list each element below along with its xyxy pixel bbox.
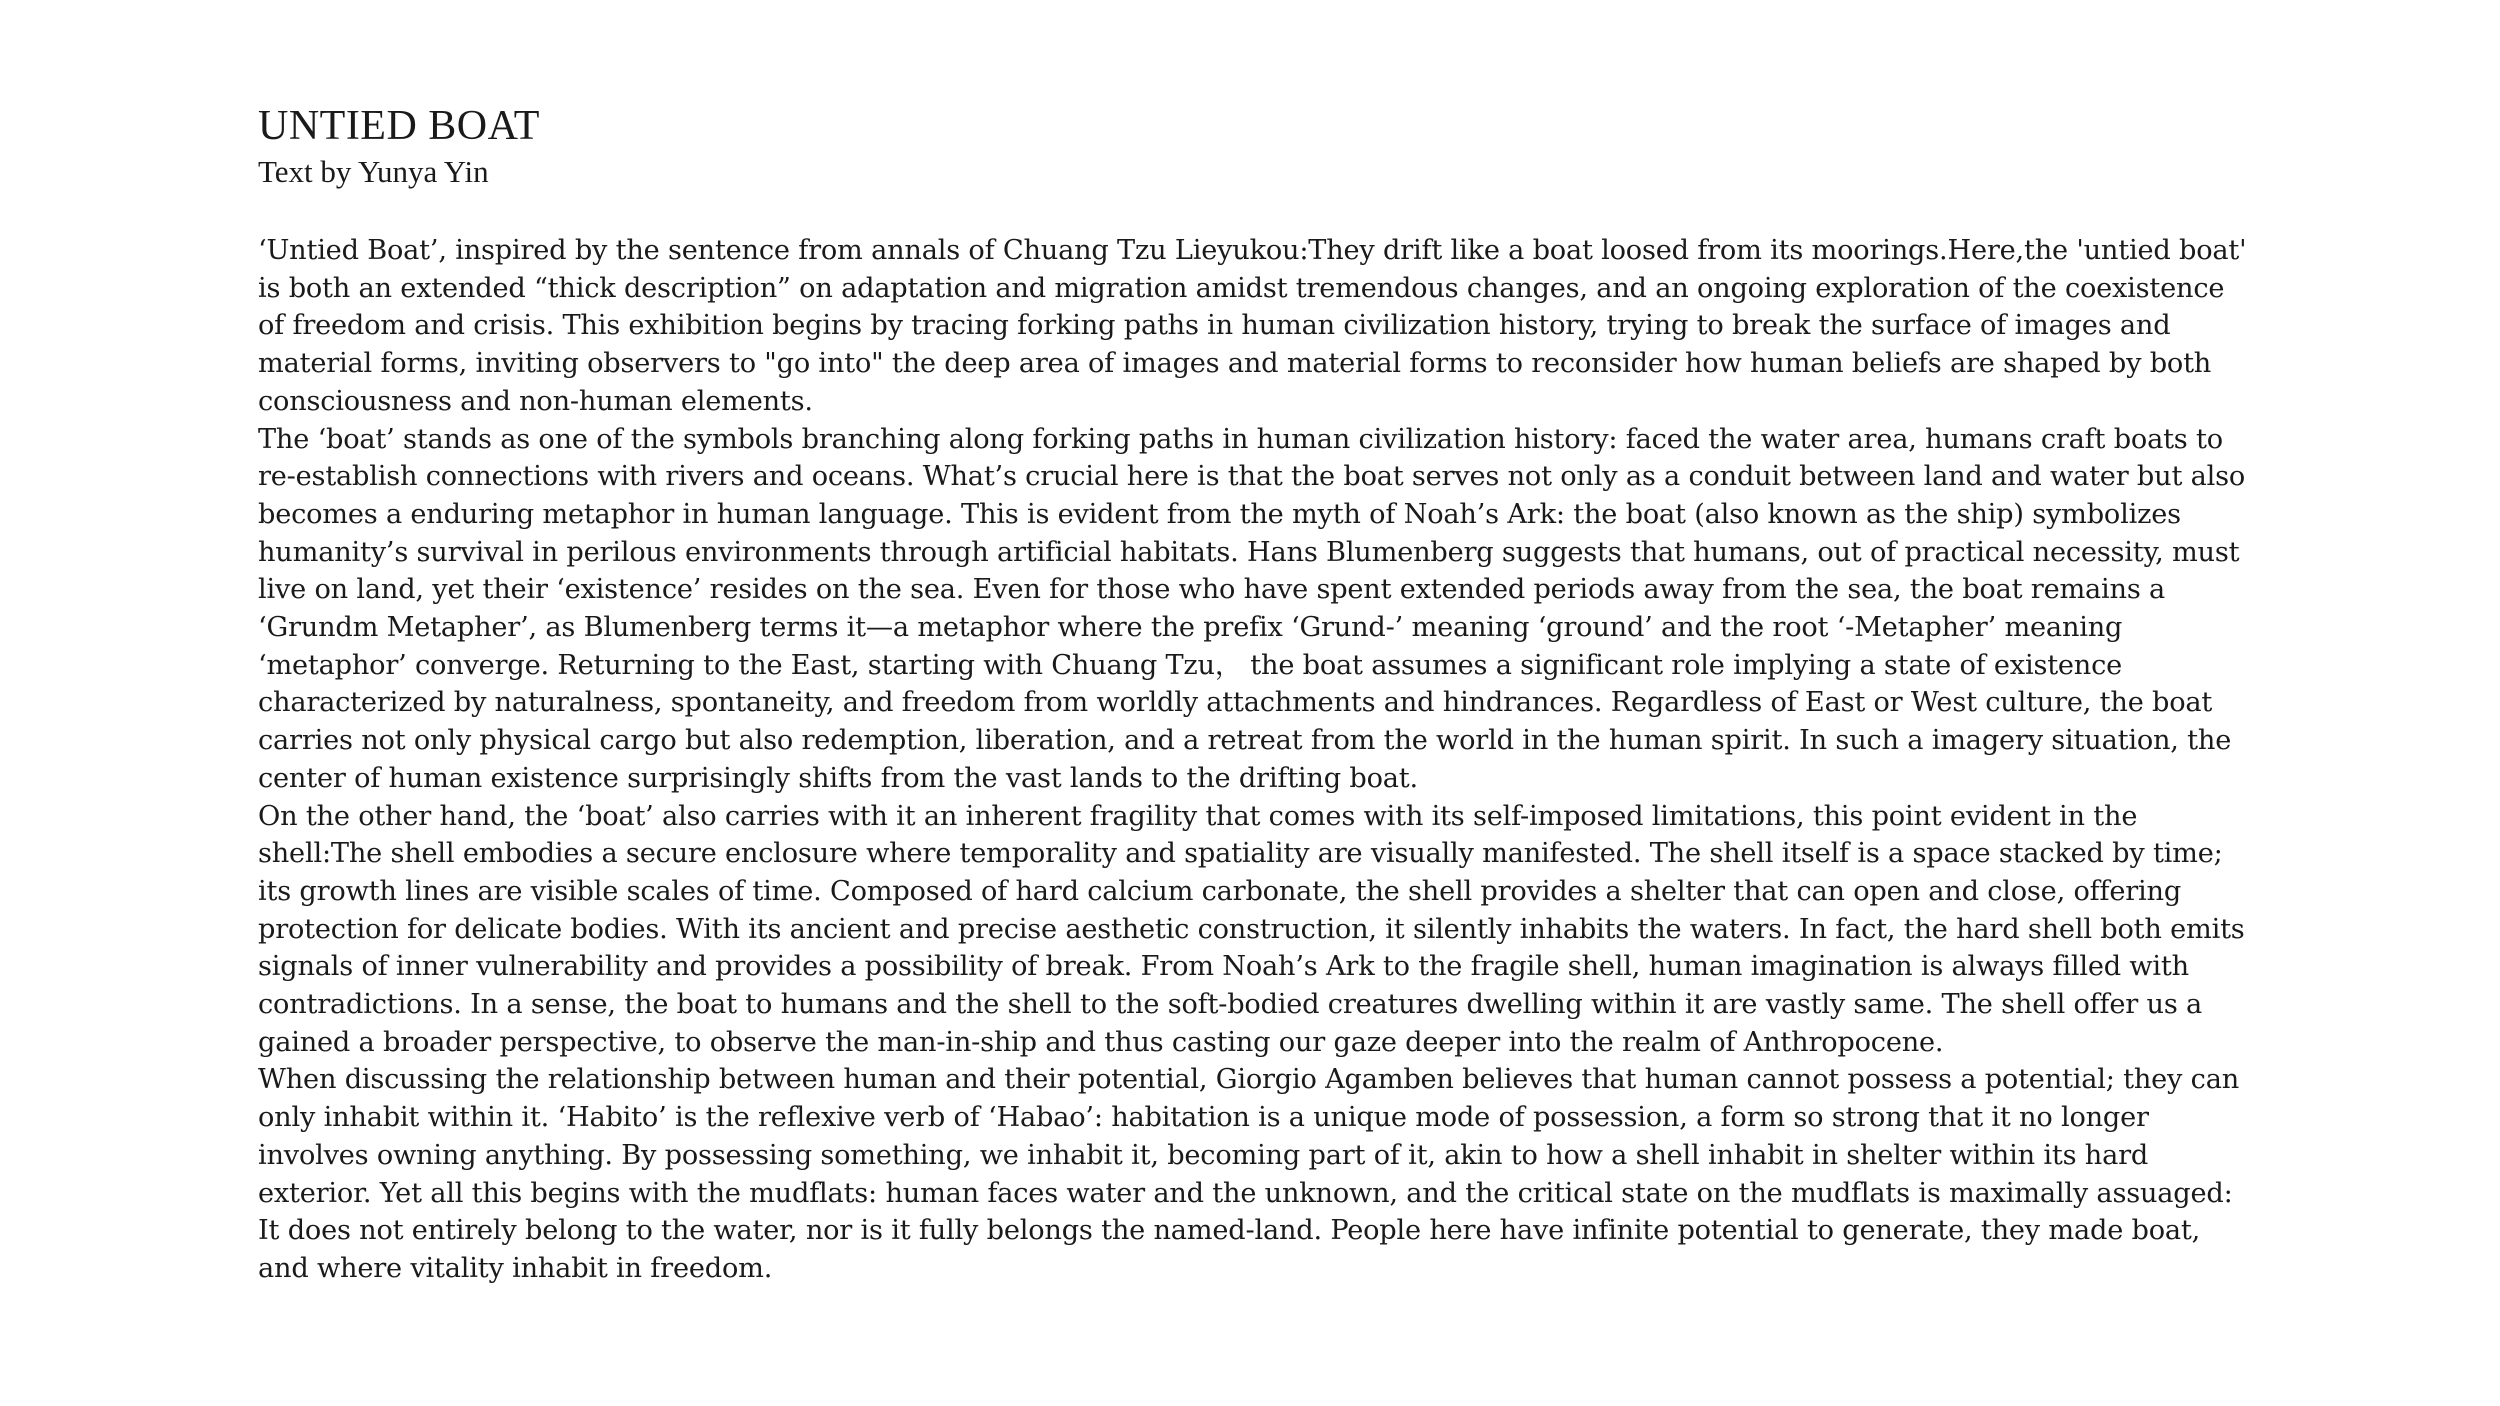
- paragraph-shell-fragility: On the other hand, the ‘boat’ also carries with it an inherent fragility that comes with its self-imposed limitations, this point evident in the shell:The shell embodies a secure enclosure where temporality and spatiality are visually manifested. The shell itself is a space stacked by time; its growth lines are visible scales of time. Composed of hard calcium carbonate, the shell provides a shelter that can open and close, offering protection for delicate bodies. With its ancient and precise aesthetic construction, it silently inhabits the waters. In fact, the hard shell both emits signals of inner vulnerability and provides a possibility of break. From Noah’s Ark to the fragile shell, human imagination is always filled with contradictions. In a sense, the boat to humans and the shell to the soft-bodied creatures dwelling within it are vastly same. The shell offer us a gained a broader perspective, to observe the man-in-ship and thus casting our gaze deeper into the realm of Anthropocene.: [258, 800, 2245, 1058]
- paragraph-intro: ‘Untied Boat’, inspired by the sentence from annals of Chuang Tzu Lieyukou:They drift like a boat loosed from its moorings.Here,the 'untied boat' is both an extended “thick description” on adaptation and migration amidst tremendous changes, and an ongoing exploration of the coexistence of freedom and crisis. This exhibition begins by tracing forking paths in human civilization history, trying to break the surface of images and material forms, inviting observers to "go into" the deep area of images and material forms to reconsider how human beliefs are shaped by both consciousness and non-human elements.: [258, 235, 2247, 417]
- paragraph-boat-symbol: The ‘boat’ stands as one of the symbols branching along forking paths in human civilization history: faced the water area, humans craft boats to re-establish connections with rivers and oceans. What’s crucial here is that the boat serves not only as a conduit between land and water but also becomes a enduring metaphor in human language. This is evident from the myth of Noah’s Ark: the boat (also known as the ship) symbolizes humanity’s survival in perilous environments through artificial habitats. Hans Blumenberg suggests that humans, out of practical necessity, must live on land, yet their ‘existence’ resides on the sea. Even for those who have spent extended periods away from the sea, the boat remains a ‘Grundm Metapher’, as Blumenberg terms it—a metaphor where the prefix ‘Grund-’ meaning ‘ground’ and the root ‘-Metapher’ meaning ‘metaphor’ converge. Returning to the East, starting with Chuang Tzu， the boat assumes a significant role implying a state of existence characterized by naturalness, spontaneity, and freedom from worldly attachments and hindrances. Regardless of East or West culture, the boat carries not only physical cargo but also redemption, liberation, and a retreat from the world in the human spirit. In such a imagery situation, the center of human existence surprisingly shifts from the vast lands to the drifting boat.: [258, 423, 2246, 794]
- paragraph-habitation: When discussing the relationship between human and their potential, Giorgio Agamben believes that human cannot possess a potential; they can only inhabit within it. ‘Habito’ is the reflexive verb of ‘Habao’: habitation is a unique mode of possession, a form so strong that it no longer involves owning anything. By possessing something, we inhabit it, becoming part of it, akin to how a shell inhabit in shelter within its hard exterior. Yet all this begins with the mudflats: human faces water and the unknown, and the critical state on the mudflats is maximally assuaged: It does not entirely belong to the water, nor is it fully belongs the named-land. People here have infinite potential to generate, they made boat, and where vitality inhabit in freedom.: [258, 1064, 2240, 1284]
- document-byline: Text by Yunya Yin: [258, 154, 489, 189]
- document-title: UNTIED BOAT: [258, 103, 540, 149]
- document-page: [258, 100, 2248, 1288]
